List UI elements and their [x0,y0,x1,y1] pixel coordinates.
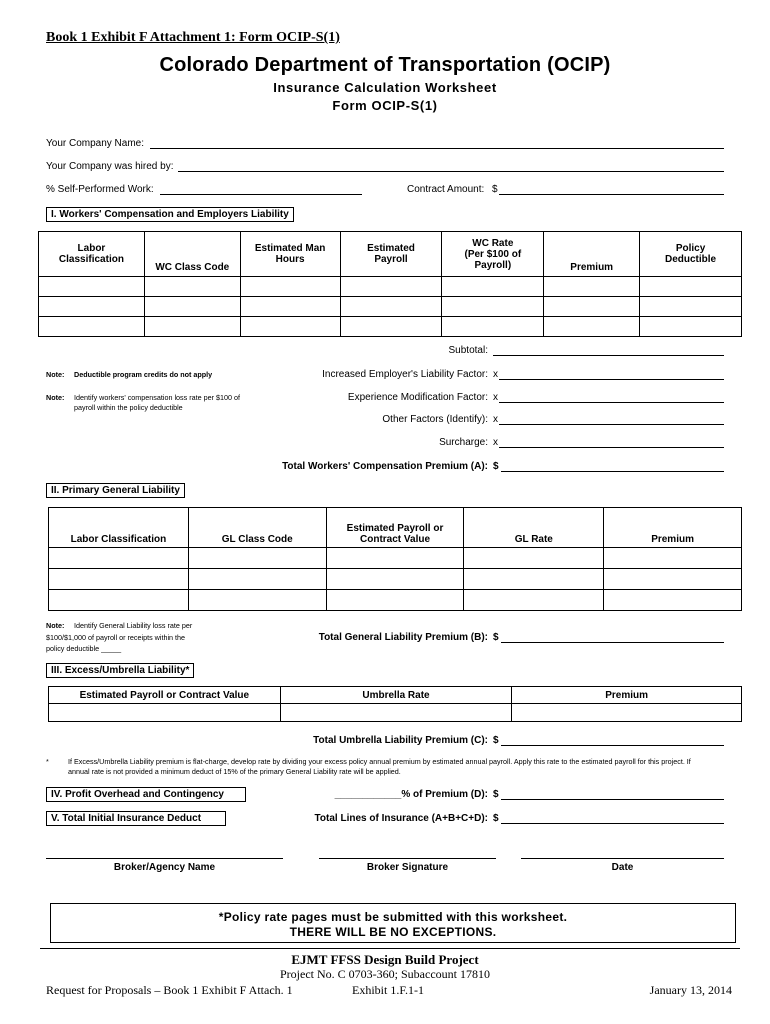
experience-mod-label: Experience Modification Factor: [347,392,488,403]
umbrella-table-header [49,687,742,704]
wc-table-header [39,232,742,277]
self-performed-label: % Self-Performed Work: [46,184,154,195]
broker-signature-line[interactable] [319,858,496,859]
footer-date: January 13, 2014 [649,983,732,997]
umbrella-col-premium: Premium [512,687,742,704]
notice-line1: *Policy rate pages must be submitted with this worksheet. [218,910,568,924]
gl-note-line2: $100/$1,000 of payroll or receipts within the [46,633,186,642]
experience-mod-mult: x [493,392,498,403]
experience-mod-field[interactable] [499,402,724,403]
footer-exhibit: Exhibit 1.F.1-1 [352,983,425,997]
notice-line2: THERE WILL BE NO EXCEPTIONS. [289,925,497,939]
gl-total-field[interactable] [501,642,724,643]
contract-amount-label: Contract Amount: [407,184,485,195]
date-label: Date [611,862,634,873]
umbrella-col-payroll: Estimated Payroll or Contract Value [49,687,281,704]
wc-col-premium: Premium [544,232,640,277]
footer-rfp: Request for Proposals – Book 1 Exhibit F Attach. 1 [46,983,293,997]
increased-el-factor-field[interactable] [499,379,724,380]
table-row[interactable] [49,569,742,590]
gl-col-class-code: GL Class Code [188,508,326,548]
company-name-field[interactable] [150,148,724,149]
section-1-title: I. Workers' Compensation and Employers Liability [46,207,294,222]
section-5-title: V. Total Initial Insurance Deduct [46,811,226,826]
wc-total-currency: $ [493,461,499,472]
total-lines-label: Total Lines of Insurance (A+B+C+D): [314,813,488,824]
other-factors-field[interactable] [499,424,724,425]
table-row[interactable] [39,297,742,317]
footer-project: EJMT FFSS Design Build Project [291,952,479,967]
gl-note-label: Note: [46,621,65,630]
gl-col-labor: Labor Classification [49,508,189,548]
wc-col-class-code: WC Class Code [144,232,240,277]
company-name-label: Your Company Name: [46,138,145,149]
surcharge-mult: x [493,437,498,448]
subtotal-field[interactable] [493,355,724,356]
total-lines-field[interactable] [501,823,724,824]
self-performed-field[interactable] [160,194,362,195]
surcharge-label: Surcharge: [439,437,488,448]
footnote-line1: If Excess/Umbrella Liability premium is flat-charge, develop rate by dividing your excess policy annual premium by estimated annual payroll. Apply this rate to the estimated payroll for this project. If [68,757,691,766]
gl-note-line1: Identify General Liability loss rate per [74,621,193,630]
table-row[interactable] [39,317,742,337]
gl-col-payroll: Estimated Payroll or Contract Value [326,508,464,548]
umbrella-total-label: Total Umbrella Liability Premium (C): [313,735,488,746]
table-row[interactable] [49,590,742,611]
profit-pct-label: ____________% of Premium (D): [334,789,488,800]
hired-by-label: Your Company was hired by: [46,161,174,172]
form-name: Form OCIP-S(1) [332,98,438,113]
umbrella-total-currency: $ [493,735,499,746]
gl-total-label: Total General Liability Premium (B): [318,632,488,643]
table-row[interactable] [49,548,742,569]
increased-el-factor-label: Increased Employer's Liability Factor: [322,369,488,380]
wc-col-payroll: Estimated Payroll [340,232,442,277]
wc-col-man-hours: Estimated Man Hours [240,232,340,277]
profit-field[interactable] [501,799,724,800]
umbrella-col-rate: Umbrella Rate [280,687,512,704]
gl-note-line3: policy deductible _____ [46,644,122,653]
table-row[interactable] [49,704,742,722]
umbrella-table [48,686,742,722]
total-lines-currency: $ [493,813,499,824]
gl-table [48,507,742,611]
note1-label: Note: [46,370,65,379]
wc-col-rate: WC Rate (Per $100 of Payroll) [442,232,544,277]
page-subtitle: Insurance Calculation Worksheet [273,80,497,95]
notice-box [50,903,736,943]
contract-amount-field[interactable] [499,194,724,195]
wc-col-deductible: Policy Deductible [640,232,742,277]
umbrella-total-field[interactable] [501,745,724,746]
table-row[interactable] [39,277,742,297]
section-2-title: II. Primary General Liability [46,483,185,498]
document-reference: Book 1 Exhibit F Attachment 1: Form OCIP-S(1) [46,30,340,45]
footer-rule [40,948,740,949]
section-3-title: III. Excess/Umbrella Liability* [46,663,194,678]
note2-label: Note: [46,393,65,402]
profit-currency: $ [493,789,499,800]
wc-total-label: Total Workers' Compensation Premium (A): [282,461,488,472]
contract-amount-currency: $ [492,184,498,195]
footer-project-no: Project No. C 0703-360; Subaccount 17810 [280,967,490,981]
gl-col-premium: Premium [604,508,742,548]
footnote-line2: annual rate is not provided a minimum deduct of 15% of the primary General Liability rate will be applied. [68,767,401,776]
note1-text: Deductible program credits do not apply [74,370,213,379]
broker-signature-label: Broker Signature [366,862,449,873]
section-4-title: IV. Profit Overhead and Contingency [46,787,246,802]
wc-table [38,231,742,337]
footnote-mark: * [46,757,49,766]
page-title: Colorado Department of Transportation (OCIP) [159,54,611,76]
other-factors-mult: x [493,414,498,425]
date-line[interactable] [521,858,724,859]
hired-by-field[interactable] [178,171,724,172]
wc-col-labor: Labor Classification [39,232,145,277]
gl-table-header [49,508,742,548]
broker-name-label: Broker/Agency Name [113,862,216,873]
note2-line2: payroll within the policy deductible [74,403,183,412]
surcharge-field[interactable] [499,447,724,448]
gl-total-currency: $ [493,632,499,643]
increased-el-mult: x [493,369,498,380]
note2-line1: Identify workers' compensation loss rate per $100 of [74,393,240,402]
subtotal-label: Subtotal: [448,345,488,356]
other-factors-label: Other Factors (Identify): [382,414,488,425]
wc-total-field[interactable] [501,471,724,472]
gl-col-rate: GL Rate [464,508,604,548]
broker-name-line[interactable] [46,858,283,859]
